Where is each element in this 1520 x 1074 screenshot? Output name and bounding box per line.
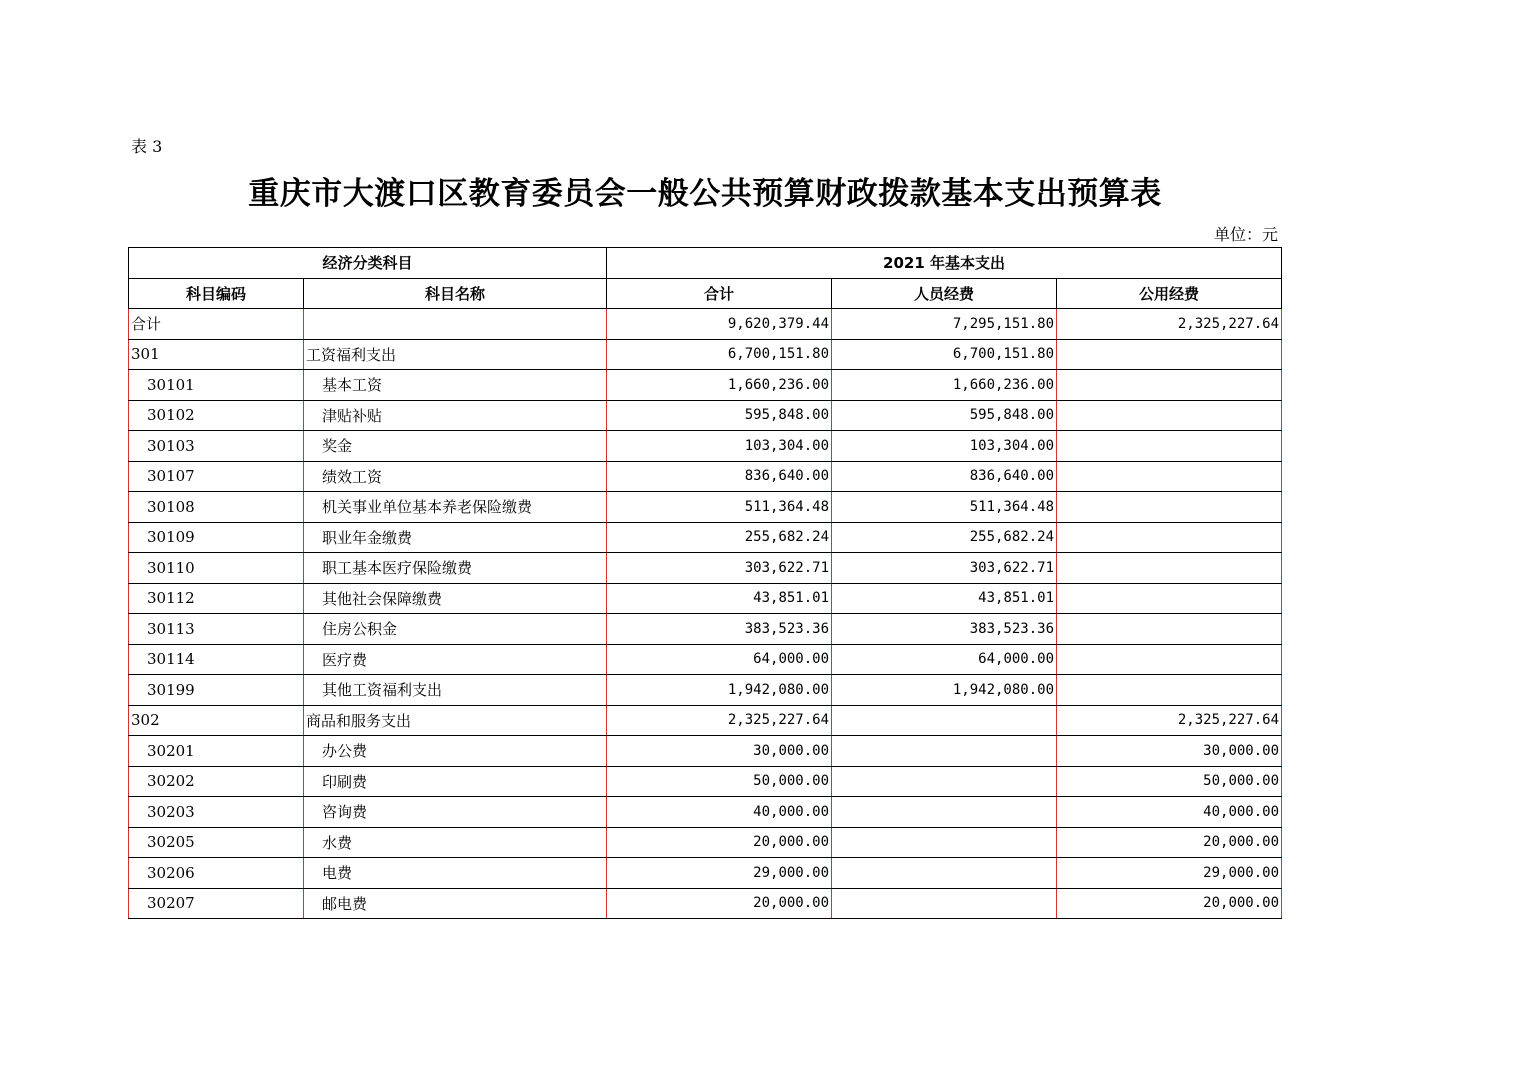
- cell-subject-code: 30206: [129, 858, 304, 889]
- cell-subject-code: 30107: [129, 461, 304, 492]
- header-total: 合计: [607, 278, 832, 309]
- table-row: [129, 522, 1282, 553]
- cell-total: 43,851.01: [607, 583, 832, 614]
- cell-personnel-expense: 511,364.48: [832, 492, 1057, 523]
- header-group-row: [129, 248, 1282, 279]
- header-subject-code: 科目编码: [129, 278, 304, 309]
- table-row: [129, 736, 1282, 767]
- table-label: 表 3: [131, 137, 163, 156]
- cell-public-expense: [1057, 492, 1282, 523]
- cell-subject-name: 其他工资福利支出: [304, 675, 607, 706]
- cell-total: 595,848.00: [607, 400, 832, 431]
- cell-public-expense: [1057, 553, 1282, 584]
- table-row: [129, 553, 1282, 584]
- table-row: [129, 675, 1282, 706]
- cell-subject-code: 30112: [129, 583, 304, 614]
- cell-total: 29,000.00: [607, 858, 832, 889]
- cell-subject-code: 合计: [129, 309, 304, 340]
- table-row: [129, 614, 1282, 645]
- cell-total: 255,682.24: [607, 522, 832, 553]
- table-header: [129, 248, 1282, 309]
- cell-subject-name: 印刷费: [304, 766, 607, 797]
- table-row: [129, 461, 1282, 492]
- table-row: [129, 339, 1282, 370]
- cell-personnel-expense: [832, 888, 1057, 919]
- header-economic-classification: 经济分类科目: [129, 248, 607, 279]
- cell-public-expense: 50,000.00: [1057, 766, 1282, 797]
- cell-subject-name: 水费: [304, 827, 607, 858]
- cell-total: 1,660,236.00: [607, 370, 832, 401]
- cell-subject-name: 办公费: [304, 736, 607, 767]
- cell-subject-name: 绩效工资: [304, 461, 607, 492]
- header-public-expense: 公用经费: [1057, 278, 1282, 309]
- cell-public-expense: [1057, 461, 1282, 492]
- cell-subject-code: 30108: [129, 492, 304, 523]
- table-row: [129, 370, 1282, 401]
- cell-public-expense: 2,325,227.64: [1057, 705, 1282, 736]
- cell-subject-name: [304, 309, 607, 340]
- table-row: [129, 766, 1282, 797]
- cell-total: 2,325,227.64: [607, 705, 832, 736]
- cell-subject-name: 机关事业单位基本养老保险缴费: [304, 492, 607, 523]
- cell-subject-code: 30109: [129, 522, 304, 553]
- cell-subject-code: 30199: [129, 675, 304, 706]
- cell-personnel-expense: 64,000.00: [832, 644, 1057, 675]
- cell-public-expense: [1057, 339, 1282, 370]
- cell-subject-name: 其他社会保障缴费: [304, 583, 607, 614]
- cell-personnel-expense: 383,523.36: [832, 614, 1057, 645]
- cell-personnel-expense: 1,942,080.00: [832, 675, 1057, 706]
- cell-total: 40,000.00: [607, 797, 832, 828]
- cell-personnel-expense: 836,640.00: [832, 461, 1057, 492]
- table-row: [129, 644, 1282, 675]
- cell-subject-name: 医疗费: [304, 644, 607, 675]
- cell-total: 511,364.48: [607, 492, 832, 523]
- unit-label: 单位：元: [1213, 225, 1278, 244]
- cell-personnel-expense: [832, 736, 1057, 767]
- cell-subject-code: 30110: [129, 553, 304, 584]
- cell-public-expense: [1057, 644, 1282, 675]
- cell-public-expense: [1057, 400, 1282, 431]
- cell-subject-name: 职工基本医疗保险缴费: [304, 553, 607, 584]
- table-row: [129, 858, 1282, 889]
- cell-public-expense: 29,000.00: [1057, 858, 1282, 889]
- table-row: [129, 583, 1282, 614]
- cell-total: 303,622.71: [607, 553, 832, 584]
- cell-subject-code: 30102: [129, 400, 304, 431]
- cell-personnel-expense: 1,660,236.00: [832, 370, 1057, 401]
- cell-subject-name: 咨询费: [304, 797, 607, 828]
- cell-subject-code: 302: [129, 705, 304, 736]
- page-title: 重庆市大渡口区教育委员会一般公共预算财政拨款基本支出预算表: [248, 176, 1162, 212]
- cell-total: 20,000.00: [607, 888, 832, 919]
- table-row: [129, 309, 1282, 340]
- cell-total: 383,523.36: [607, 614, 832, 645]
- table-row: [129, 797, 1282, 828]
- table-row: [129, 431, 1282, 462]
- cell-public-expense: 30,000.00: [1057, 736, 1282, 767]
- cell-public-expense: [1057, 675, 1282, 706]
- table-row: [129, 492, 1282, 523]
- cell-subject-name: 邮电费: [304, 888, 607, 919]
- cell-subject-name: 工资福利支出: [304, 339, 607, 370]
- cell-public-expense: 2,325,227.64: [1057, 309, 1282, 340]
- table-body: [129, 309, 1282, 919]
- cell-subject-name: 基本工资: [304, 370, 607, 401]
- cell-subject-name: 电费: [304, 858, 607, 889]
- cell-total: 30,000.00: [607, 736, 832, 767]
- cell-total: 50,000.00: [607, 766, 832, 797]
- cell-personnel-expense: [832, 766, 1057, 797]
- cell-public-expense: [1057, 522, 1282, 553]
- table-row: [129, 888, 1282, 919]
- header-subject-name: 科目名称: [304, 278, 607, 309]
- cell-subject-name: 奖金: [304, 431, 607, 462]
- cell-subject-code: 30203: [129, 797, 304, 828]
- cell-personnel-expense: 103,304.00: [832, 431, 1057, 462]
- cell-personnel-expense: [832, 827, 1057, 858]
- cell-subject-code: 30201: [129, 736, 304, 767]
- cell-personnel-expense: 255,682.24: [832, 522, 1057, 553]
- cell-public-expense: [1057, 370, 1282, 401]
- cell-subject-code: 30101: [129, 370, 304, 401]
- cell-total: 6,700,151.80: [607, 339, 832, 370]
- cell-personnel-expense: 7,295,151.80: [832, 309, 1057, 340]
- header-personnel-expense: 人员经费: [832, 278, 1057, 309]
- cell-subject-name: 职业年金缴费: [304, 522, 607, 553]
- cell-subject-name: 商品和服务支出: [304, 705, 607, 736]
- cell-public-expense: [1057, 614, 1282, 645]
- cell-subject-code: 30202: [129, 766, 304, 797]
- cell-personnel-expense: [832, 797, 1057, 828]
- cell-personnel-expense: 6,700,151.80: [832, 339, 1057, 370]
- table-row: [129, 705, 1282, 736]
- header-column-row: [129, 278, 1282, 309]
- cell-subject-code: 30114: [129, 644, 304, 675]
- cell-total: 103,304.00: [607, 431, 832, 462]
- cell-public-expense: [1057, 431, 1282, 462]
- table-row: [129, 827, 1282, 858]
- cell-total: 1,942,080.00: [607, 675, 832, 706]
- cell-subject-code: 30207: [129, 888, 304, 919]
- budget-table: [128, 247, 1282, 919]
- cell-public-expense: 40,000.00: [1057, 797, 1282, 828]
- cell-personnel-expense: [832, 705, 1057, 736]
- cell-public-expense: 20,000.00: [1057, 888, 1282, 919]
- cell-total: 20,000.00: [607, 827, 832, 858]
- cell-public-expense: 20,000.00: [1057, 827, 1282, 858]
- cell-personnel-expense: 43,851.01: [832, 583, 1057, 614]
- cell-total: 64,000.00: [607, 644, 832, 675]
- cell-subject-name: 津贴补贴: [304, 400, 607, 431]
- cell-public-expense: [1057, 583, 1282, 614]
- cell-total: 836,640.00: [607, 461, 832, 492]
- header-basic-expenditure-2021: 2021 年基本支出: [607, 248, 1282, 279]
- cell-subject-code: 30113: [129, 614, 304, 645]
- cell-subject-code: 30205: [129, 827, 304, 858]
- cell-personnel-expense: 303,622.71: [832, 553, 1057, 584]
- cell-subject-code: 30103: [129, 431, 304, 462]
- cell-subject-name: 住房公积金: [304, 614, 607, 645]
- cell-personnel-expense: 595,848.00: [832, 400, 1057, 431]
- cell-total: 9,620,379.44: [607, 309, 832, 340]
- cell-subject-code: 301: [129, 339, 304, 370]
- cell-personnel-expense: [832, 858, 1057, 889]
- table-row: [129, 400, 1282, 431]
